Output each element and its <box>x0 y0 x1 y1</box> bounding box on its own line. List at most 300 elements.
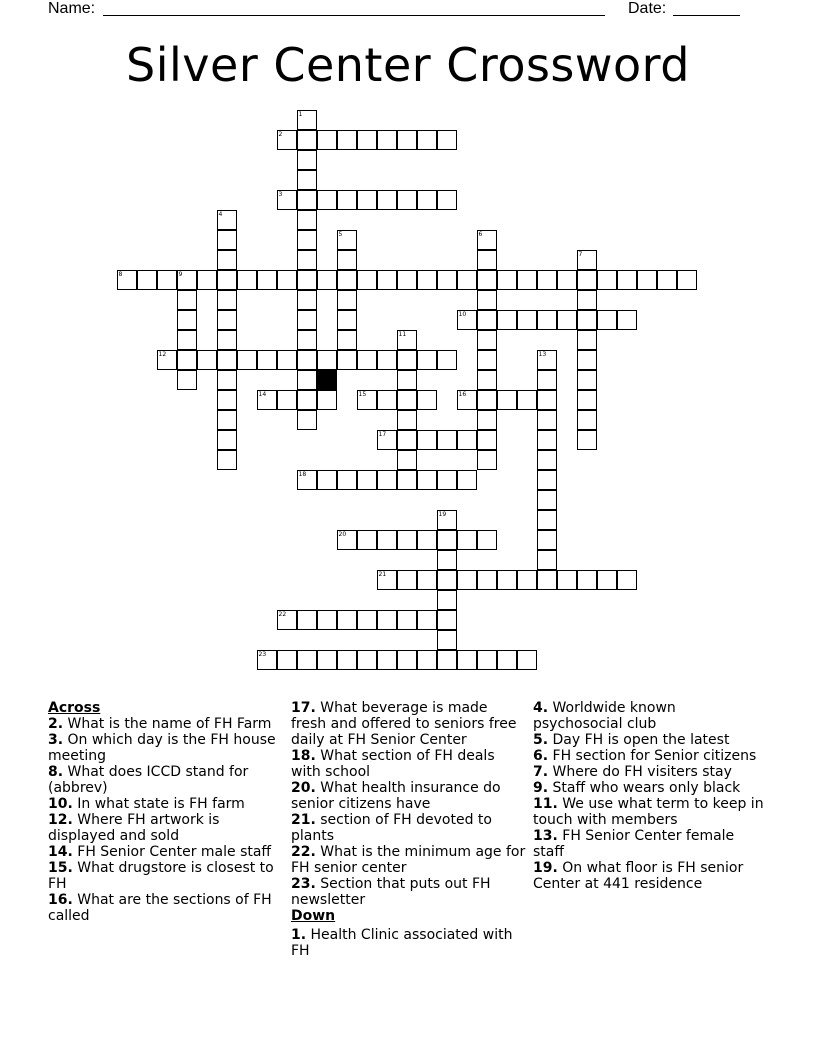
grid-cell[interactable] <box>537 510 557 530</box>
name-field[interactable] <box>103 15 605 16</box>
grid-cell[interactable] <box>337 530 357 550</box>
clue-text: We use what term to keep in touch with members <box>533 796 764 828</box>
grid-cell[interactable] <box>477 350 497 370</box>
clue-text: What is the minimum age for FH senior center <box>291 844 526 876</box>
clue-text: Where do FH visiters stay <box>548 764 732 780</box>
grid-cell[interactable] <box>337 290 357 310</box>
grid-cell[interactable] <box>297 110 317 130</box>
across-clue <box>48 812 280 844</box>
grid-cell[interactable] <box>477 450 497 470</box>
grid-cell[interactable] <box>297 250 317 270</box>
grid-cell[interactable] <box>477 570 497 590</box>
clue-number: 9 <box>178 270 183 278</box>
grid-cell[interactable] <box>157 350 177 370</box>
grid-cell[interactable] <box>397 390 417 410</box>
grid-cell[interactable] <box>177 370 197 390</box>
grid-cell[interactable] <box>517 310 537 330</box>
grid-cell[interactable] <box>537 570 557 590</box>
grid-cell[interactable] <box>577 570 597 590</box>
clue-number: 12. <box>48 812 73 828</box>
grid-cell[interactable] <box>537 450 557 470</box>
grid-cell[interactable] <box>617 270 637 290</box>
grid-cell[interactable] <box>577 290 597 310</box>
grid-cell[interactable] <box>217 350 237 370</box>
grid-cell[interactable] <box>397 450 417 470</box>
grid-cell[interactable] <box>277 270 297 290</box>
grid-cell[interactable] <box>237 270 257 290</box>
clue-text: Staff who wears only black <box>548 780 741 796</box>
grid-cell[interactable] <box>437 130 457 150</box>
grid-cell[interactable] <box>637 270 657 290</box>
grid-cell[interactable] <box>537 550 557 570</box>
grid-cell[interactable] <box>457 530 477 550</box>
across-clue <box>48 892 280 924</box>
grid-cell[interactable] <box>517 270 537 290</box>
clue-number: 10. <box>48 796 73 812</box>
clue-number: 18 <box>298 470 307 478</box>
grid-cell[interactable] <box>397 190 417 210</box>
grid-cell[interactable] <box>497 650 517 670</box>
grid-cell[interactable] <box>477 530 497 550</box>
clue-number: 21 <box>378 570 387 578</box>
clue-text: On which day is the FH house meeting <box>48 732 276 764</box>
grid-cell[interactable] <box>477 270 497 290</box>
across-clue <box>291 780 526 812</box>
clue-number: 15 <box>358 390 367 398</box>
clue-number: 4 <box>218 210 223 218</box>
grid-cell[interactable] <box>357 190 377 210</box>
clue-number: 16. <box>48 892 73 908</box>
grid-cell[interactable] <box>417 470 437 490</box>
clue-number: 7 <box>578 250 583 258</box>
grid-cell[interactable] <box>317 350 337 370</box>
black-cell <box>317 370 337 390</box>
grid-cell[interactable] <box>217 430 237 450</box>
grid-cell[interactable] <box>477 390 497 410</box>
grid-cell[interactable] <box>477 290 497 310</box>
grid-cell[interactable] <box>417 570 437 590</box>
grid-cell[interactable] <box>457 470 477 490</box>
clue-number: 7. <box>533 764 549 780</box>
down-clue <box>533 700 768 732</box>
date-label: Date: <box>628 0 667 17</box>
grid-cell[interactable] <box>557 270 577 290</box>
grid-cell[interactable] <box>317 650 337 670</box>
grid-cell[interactable] <box>177 310 197 330</box>
clue-number: 5. <box>533 732 549 748</box>
grid-cell[interactable] <box>577 270 597 290</box>
grid-cell[interactable] <box>417 650 437 670</box>
grid-cell[interactable] <box>177 350 197 370</box>
clue-number: 5 <box>338 230 343 238</box>
grid-cell[interactable] <box>557 570 577 590</box>
grid-cell[interactable] <box>157 270 177 290</box>
clue-number: 19 <box>438 510 447 518</box>
grid-cell[interactable] <box>537 410 557 430</box>
grid-cell[interactable] <box>397 570 417 590</box>
grid-cell[interactable] <box>497 310 517 330</box>
clue-text: Section that puts out FH newsletter <box>291 876 491 908</box>
clues-column-2 <box>291 700 526 959</box>
across-clue <box>48 844 280 860</box>
clue-number: 14 <box>258 390 267 398</box>
across-clue <box>48 732 280 764</box>
grid-cell[interactable] <box>277 350 297 370</box>
grid-cell[interactable] <box>277 610 297 630</box>
clue-number: 15. <box>48 860 73 876</box>
grid-cell[interactable] <box>417 390 437 410</box>
across-clue <box>291 812 526 844</box>
grid-cell[interactable] <box>397 650 417 670</box>
across-clue <box>291 748 526 780</box>
grid-cell[interactable] <box>357 130 377 150</box>
down-clue <box>533 764 768 780</box>
grid-cell[interactable] <box>337 270 357 290</box>
grid-cell[interactable] <box>217 210 237 230</box>
grid-cell[interactable] <box>417 130 437 150</box>
grid-cell[interactable] <box>537 390 557 410</box>
clue-number: 6 <box>478 230 483 238</box>
grid-cell[interactable] <box>337 130 357 150</box>
grid-cell[interactable] <box>357 650 377 670</box>
grid-cell[interactable] <box>377 470 397 490</box>
grid-cell[interactable] <box>597 570 617 590</box>
grid-cell[interactable] <box>297 390 317 410</box>
grid-cell[interactable] <box>377 270 397 290</box>
clue-number: 16 <box>458 390 467 398</box>
across-clue <box>48 716 280 732</box>
grid-cell[interactable] <box>317 390 337 410</box>
grid-cell[interactable] <box>297 370 317 390</box>
grid-cell[interactable] <box>477 310 497 330</box>
clue-number: 21. <box>291 812 316 828</box>
clue-number: 2. <box>48 716 64 732</box>
down-clue <box>291 927 526 959</box>
grid-cell[interactable] <box>197 350 217 370</box>
grid-cell[interactable] <box>217 330 237 350</box>
grid-cell[interactable] <box>297 130 317 150</box>
grid-cell[interactable] <box>437 630 457 650</box>
grid-cell[interactable] <box>317 470 337 490</box>
grid-cell[interactable] <box>497 390 517 410</box>
clue-number: 18. <box>291 748 316 764</box>
grid-cell[interactable] <box>357 610 377 630</box>
grid-cell[interactable] <box>597 310 617 330</box>
grid-cell[interactable] <box>297 270 317 290</box>
grid-cell[interactable] <box>417 350 437 370</box>
grid-cell[interactable] <box>317 130 337 150</box>
clue-number: 11. <box>533 796 558 812</box>
grid-cell[interactable] <box>677 270 697 290</box>
grid-cell[interactable] <box>357 470 377 490</box>
down-clue <box>533 860 768 892</box>
grid-cell[interactable] <box>437 610 457 630</box>
grid-cell[interactable] <box>277 650 297 670</box>
grid-cell[interactable] <box>477 230 497 250</box>
clue-number: 8 <box>118 270 123 278</box>
grid-cell[interactable] <box>397 370 417 390</box>
grid-cell[interactable] <box>357 390 377 410</box>
grid-cell[interactable] <box>477 330 497 350</box>
clue-text: What drugstore is closest to FH <box>48 860 274 892</box>
grid-cell[interactable] <box>377 650 397 670</box>
grid-cell[interactable] <box>457 310 477 330</box>
clue-number: 11 <box>398 330 407 338</box>
across-clue <box>48 764 280 796</box>
grid-cell[interactable] <box>457 570 477 590</box>
crossword-grid <box>117 110 717 690</box>
grid-cell[interactable] <box>577 250 597 270</box>
grid-cell[interactable] <box>557 310 577 330</box>
clue-text: What beverage is made fresh and offered to seniors free daily at FH Senior Center <box>291 700 517 748</box>
clue-number: 23 <box>258 650 267 658</box>
grid-cell[interactable] <box>337 610 357 630</box>
grid-cell[interactable] <box>537 350 557 370</box>
down-clue <box>533 748 768 764</box>
grid-cell[interactable] <box>397 430 417 450</box>
grid-cell[interactable] <box>297 650 317 670</box>
grid-cell[interactable] <box>577 430 597 450</box>
grid-cell[interactable] <box>177 330 197 350</box>
grid-cell[interactable] <box>537 270 557 290</box>
grid-cell[interactable] <box>297 290 317 310</box>
grid-cell[interactable] <box>317 270 337 290</box>
grid-cell[interactable] <box>377 190 397 210</box>
across-clue <box>291 700 526 748</box>
grid-cell[interactable] <box>197 270 217 290</box>
grid-cell[interactable] <box>577 390 597 410</box>
grid-cell[interactable] <box>217 370 237 390</box>
grid-cell[interactable] <box>297 150 317 170</box>
grid-cell[interactable] <box>397 350 417 370</box>
clue-number: 9. <box>533 780 549 796</box>
grid-cell[interactable] <box>337 310 357 330</box>
grid-cell[interactable] <box>317 190 337 210</box>
grid-cell[interactable] <box>337 250 357 270</box>
grid-cell[interactable] <box>217 410 237 430</box>
grid-cell[interactable] <box>277 190 297 210</box>
clues-column-1 <box>48 700 280 924</box>
grid-cell[interactable] <box>397 530 417 550</box>
grid-cell[interactable] <box>217 230 237 250</box>
grid-cell[interactable] <box>617 570 637 590</box>
grid-cell[interactable] <box>517 650 537 670</box>
clue-number: 4. <box>533 700 549 716</box>
grid-cell[interactable] <box>257 270 277 290</box>
across-clue <box>48 860 280 892</box>
clues-column-3 <box>533 700 768 892</box>
grid-cell[interactable] <box>477 410 497 430</box>
clue-text: What does ICCD stand for (abbrev) <box>48 764 249 796</box>
grid-cell[interactable] <box>417 190 437 210</box>
grid-cell[interactable] <box>477 250 497 270</box>
grid-cell[interactable] <box>437 350 457 370</box>
grid-cell[interactable] <box>297 310 317 330</box>
grid-cell[interactable] <box>417 530 437 550</box>
grid-cell[interactable] <box>457 270 477 290</box>
grid-cell[interactable] <box>437 190 457 210</box>
grid-cell[interactable] <box>257 650 277 670</box>
grid-cell[interactable] <box>397 330 417 350</box>
clue-text: FH section for Senior citizens <box>548 748 757 764</box>
clue-number: 3 <box>278 190 283 198</box>
grid-cell[interactable] <box>437 270 457 290</box>
grid-cell[interactable] <box>537 490 557 510</box>
date-field[interactable] <box>673 15 740 16</box>
grid-cell[interactable] <box>617 310 637 330</box>
clue-text: In what state is FH farm <box>72 796 245 812</box>
grid-cell[interactable] <box>577 330 597 350</box>
grid-cell[interactable] <box>217 310 237 330</box>
grid-cell[interactable] <box>377 530 397 550</box>
clue-number: 19. <box>533 860 558 876</box>
grid-cell[interactable] <box>377 430 397 450</box>
down-heading: Down <box>291 908 336 924</box>
clue-number: 3. <box>48 732 64 748</box>
grid-cell[interactable] <box>397 410 417 430</box>
down-clue <box>533 828 768 860</box>
grid-cell[interactable] <box>257 390 277 410</box>
clue-text: FH Senior Center male staff <box>72 844 272 860</box>
grid-cell[interactable] <box>477 370 497 390</box>
clue-number: 22 <box>278 610 287 618</box>
clue-number: 13. <box>533 828 558 844</box>
grid-cell[interactable] <box>237 350 257 370</box>
clue-number: 23. <box>291 876 316 892</box>
grid-cell[interactable] <box>597 270 617 290</box>
grid-cell[interactable] <box>337 650 357 670</box>
grid-cell[interactable] <box>577 310 597 330</box>
grid-cell[interactable] <box>177 270 197 290</box>
grid-cell[interactable] <box>477 430 497 450</box>
grid-cell[interactable] <box>297 210 317 230</box>
clue-text: Health Clinic associated with FH <box>291 927 513 959</box>
grid-cell[interactable] <box>517 390 537 410</box>
grid-cell[interactable] <box>297 410 317 430</box>
grid-cell[interactable] <box>177 290 197 310</box>
clue-number: 12 <box>158 350 167 358</box>
grid-cell[interactable] <box>317 610 337 630</box>
grid-cell[interactable] <box>137 270 157 290</box>
grid-cell[interactable] <box>417 610 437 630</box>
grid-cell[interactable] <box>297 230 317 250</box>
grid-cell[interactable] <box>297 610 317 630</box>
clue-number: 10 <box>458 310 467 318</box>
clue-number: 8. <box>48 764 64 780</box>
header-fields <box>48 0 748 20</box>
grid-cell[interactable] <box>357 350 377 370</box>
grid-cell[interactable] <box>397 130 417 150</box>
clue-number: 6. <box>533 748 549 764</box>
grid-cell[interactable] <box>397 610 417 630</box>
clue-number: 14. <box>48 844 73 860</box>
grid-cell[interactable] <box>437 510 457 530</box>
grid-cell[interactable] <box>577 410 597 430</box>
grid-cell[interactable] <box>497 570 517 590</box>
grid-cell[interactable] <box>297 330 317 350</box>
clue-number: 17 <box>378 430 387 438</box>
grid-cell[interactable] <box>377 350 397 370</box>
grid-cell[interactable] <box>377 130 397 150</box>
grid-cell[interactable] <box>437 470 457 490</box>
across-clue <box>48 796 280 812</box>
grid-cell[interactable] <box>457 650 477 670</box>
grid-cell[interactable] <box>397 270 417 290</box>
grid-cell[interactable] <box>277 130 297 150</box>
grid-cell[interactable] <box>277 390 297 410</box>
grid-cell[interactable] <box>337 230 357 250</box>
clue-number: 20. <box>291 780 316 796</box>
grid-cell[interactable] <box>457 390 477 410</box>
down-clue <box>533 780 768 796</box>
grid-cell[interactable] <box>537 470 557 490</box>
grid-cell[interactable] <box>537 430 557 450</box>
grid-cell[interactable] <box>217 450 237 470</box>
down-clue <box>533 732 768 748</box>
grid-cell[interactable] <box>417 430 437 450</box>
grid-cell[interactable] <box>497 270 517 290</box>
grid-cell[interactable] <box>417 270 437 290</box>
grid-cell[interactable] <box>437 550 457 570</box>
grid-cell[interactable] <box>297 190 317 210</box>
clue-text: What is the name of FH Farm <box>63 716 272 732</box>
grid-cell[interactable] <box>657 270 677 290</box>
grid-cell[interactable] <box>437 530 457 550</box>
grid-cell[interactable] <box>357 270 377 290</box>
grid-cell[interactable] <box>337 470 357 490</box>
clue-text: FH Senior Center female staff <box>533 828 735 860</box>
grid-cell[interactable] <box>297 350 317 370</box>
grid-cell[interactable] <box>337 350 357 370</box>
grid-cell[interactable] <box>477 650 497 670</box>
grid-cell[interactable] <box>437 650 457 670</box>
clue-text: Day FH is open the latest <box>548 732 730 748</box>
grid-cell[interactable] <box>217 390 237 410</box>
grid-cell[interactable] <box>437 570 457 590</box>
down-clue <box>533 796 768 828</box>
grid-cell[interactable] <box>357 530 377 550</box>
clue-text: What section of FH deals with school <box>291 748 495 780</box>
grid-cell[interactable] <box>337 190 357 210</box>
clue-text: section of FH devoted to plants <box>291 812 492 844</box>
grid-cell[interactable] <box>257 350 277 370</box>
grid-cell[interactable] <box>457 430 477 450</box>
grid-cell[interactable] <box>437 590 457 610</box>
grid-cell[interactable] <box>377 390 397 410</box>
grid-cell[interactable] <box>217 270 237 290</box>
grid-cell[interactable] <box>297 470 317 490</box>
grid-cell[interactable] <box>577 350 597 370</box>
clue-number: 1. <box>291 927 307 943</box>
grid-cell[interactable] <box>437 430 457 450</box>
grid-cell[interactable] <box>537 530 557 550</box>
grid-cell[interactable] <box>377 610 397 630</box>
clue-text: What health insurance do senior citizens have <box>291 780 501 812</box>
grid-cell[interactable] <box>397 470 417 490</box>
grid-cell[interactable] <box>577 370 597 390</box>
grid-cell[interactable] <box>537 310 557 330</box>
grid-cell[interactable] <box>517 570 537 590</box>
grid-cell[interactable] <box>337 330 357 350</box>
grid-cell[interactable] <box>217 290 237 310</box>
grid-cell[interactable] <box>297 170 317 190</box>
grid-cell[interactable] <box>537 370 557 390</box>
grid-cell[interactable] <box>217 250 237 270</box>
grid-cell[interactable] <box>377 570 397 590</box>
clue-text: Where FH artwork is displayed and sold <box>48 812 220 844</box>
grid-cell[interactable] <box>117 270 137 290</box>
page-title: Silver Center Crossword <box>126 38 690 92</box>
